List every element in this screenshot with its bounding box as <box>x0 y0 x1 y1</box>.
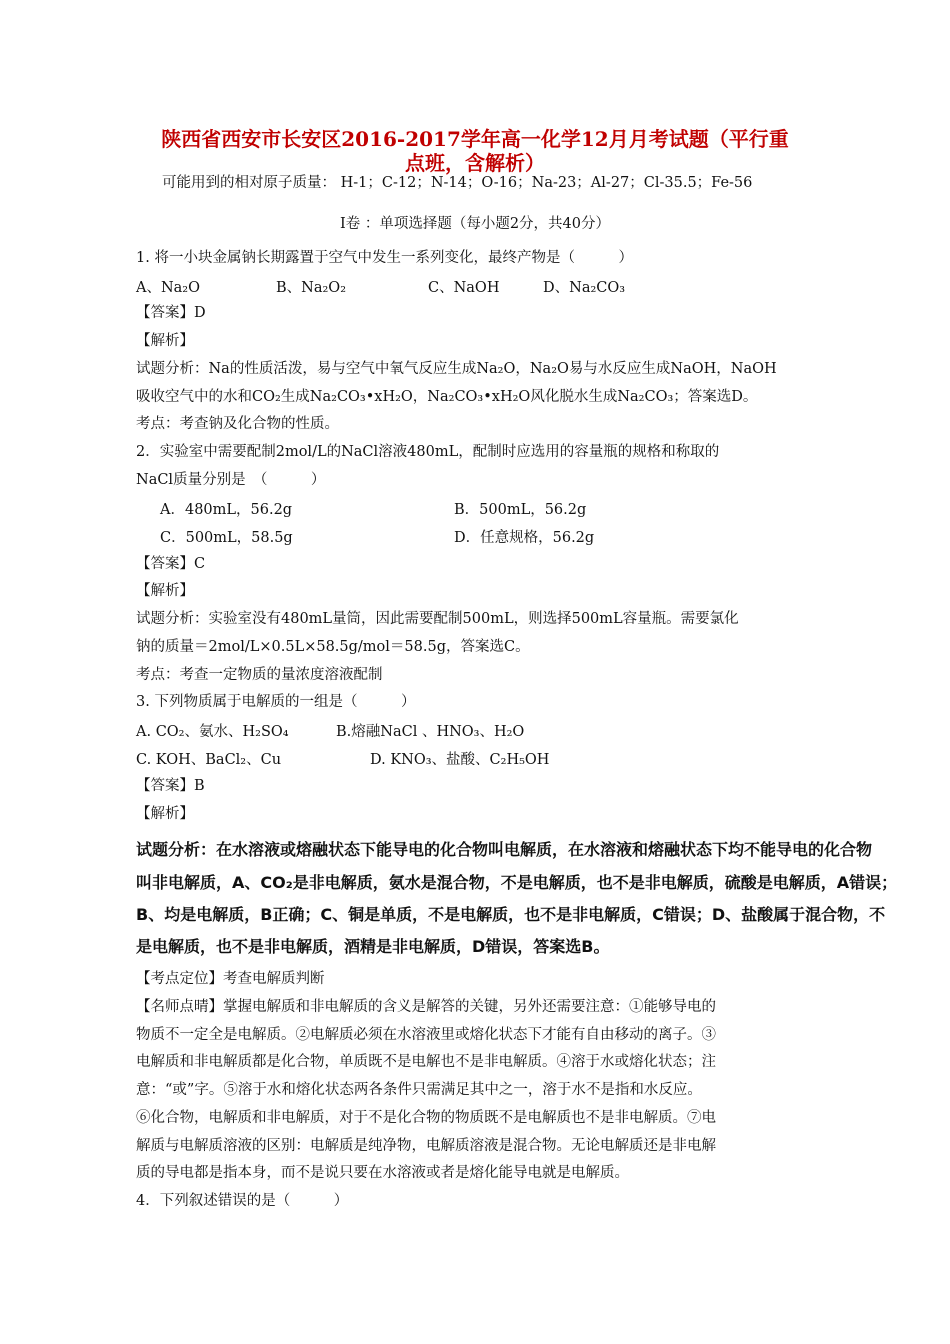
section-header: Ⅰ卷 ：单项选择题（每小题2分，共40分） <box>339 216 610 232</box>
q2-stem-line: NaCl质量分别是 （ ） <box>136 472 326 488</box>
q3-analysis-line: 叫非电解质，A、CO₂是非电解质，氨水是混合物，不是电解质，也不是非电解质，硫酸是电解质，A错误； <box>136 873 898 892</box>
q3-analysis-line: B、均是电解质，B正确；C、铜是单质，不是电解质，也不是非电解质，C错误；D、盐酸属于混合物，不 <box>136 905 886 924</box>
q1-option-d: D、Na₂CO₃ <box>543 280 626 296</box>
q1-point: 考点：考查钠及化合物的性质。 <box>136 416 339 432</box>
q1-analysis-line: 吸收空气中的水和CO₂生成Na₂CO₃•xH₂O，Na₂CO₃•xH₂O风化脱水生成Na₂CO₃；答案选D。 <box>136 389 758 405</box>
q3-tip-line: 意：“或”字。⑤溶于水和熔化状态两各条件只需满足其中之一，溶于水不是指和水反应。 <box>136 1082 702 1098</box>
q3-answer: 【答案】B <box>136 778 205 794</box>
q2-point: 考点：考查一定物质的量浓度溶液配制 <box>136 667 383 683</box>
q1-analysis-line: 试题分析：Na的性质活泼，易与空气中氧气反应生成Na₂O，Na₂O易与水反应生成NaOH，NaOH <box>136 361 777 377</box>
q1-analysis-label: 【解析】 <box>136 333 194 349</box>
q2-analysis-label: 【解析】 <box>136 583 194 599</box>
q1-stem: 1. 将一小块金属钠长期露置于空气中发生一系列变化，最终产物是（ ） <box>136 250 633 266</box>
document-title-line1: 陕西省西安市长安区2016-2017学年高一化学12月月考试题（平行重 <box>161 127 789 151</box>
q3-tip-line: 解质与电解质溶液的区别：电解质是纯净物，电解质溶液是混合物。无论电解质还是非电解 <box>136 1138 716 1154</box>
q2-option-a: A．480mL，56.2g <box>160 502 293 518</box>
q1-option-c: C、NaOH <box>428 280 500 296</box>
q2-answer: 【答案】C <box>136 556 206 572</box>
q4-stem: 4．下列叙述错误的是（ ） <box>136 1193 349 1209</box>
q3-analysis-line: 试题分析：在水溶液或熔融状态下能导电的化合物叫电解质，在水溶液和熔融状态下均不能导电的化合物 <box>136 840 873 859</box>
q2-option-c: C．500mL，58.5g <box>160 530 293 546</box>
q3-tip-line: ⑥化合物，电解质和非电解质，对于不是化合物的物质既不是电解质也不是非电解质。⑦电 <box>136 1110 716 1126</box>
q3-tip-line: 质的导电都是指本身，而不是说只要在水溶液或者是熔化能导电就是电解质。 <box>136 1165 629 1181</box>
q3-analysis-label: 【解析】 <box>136 806 194 822</box>
document-title-line2: 点班，含解析） <box>405 151 545 175</box>
q2-option-b: B．500mL，56.2g <box>454 502 587 518</box>
atomic-masses: 可能用到的相对原子质量： H-1；C-12；N-14；O-16；Na-23；Al-27；Cl-35.5；Fe-56 <box>162 175 753 191</box>
q1-answer: 【答案】D <box>136 305 206 321</box>
q3-tip-line: 电解质和非电解质都是化合物，单质既不是电解也不是非电解质。④溶于水或熔化状态；注 <box>136 1054 716 1070</box>
q3-option-b: B.熔融NaCl 、HNO₃、H₂O <box>336 724 525 740</box>
q2-stem-line: 2．实验室中需要配制2mol/L的NaCl溶液480mL，配制时应选用的容量瓶的规格和称取的 <box>136 444 720 460</box>
q3-option-a: A. CO₂、氨水、H₂SO₄ <box>136 724 289 740</box>
q3-option-d: D. KNO₃、盐酸、C₂H₅OH <box>370 752 550 768</box>
q3-tip-line: 物质不一定全是电解质。②电解质必须在水溶液里或熔化状态下才能有自由移动的离子。③ <box>136 1027 716 1043</box>
q2-analysis-line: 钠的质量＝2mol/L×0.5L×58.5g/mol＝58.5g，答案选C。 <box>136 639 530 655</box>
q1-option-a: A、Na₂O <box>136 280 201 296</box>
q2-analysis-line: 试题分析：实验室没有480mL量筒，因此需要配制500mL，则选择500mL容量瓶。需要氯化 <box>136 611 739 627</box>
q3-stem: 3. 下列物质属于电解质的一组是（ ） <box>136 694 416 710</box>
q1-option-b: B、Na₂O₂ <box>276 280 347 296</box>
q2-option-d: D．任意规格，56.2g <box>454 530 595 546</box>
q3-option-c: C. KOH、BaCl₂、Cu <box>136 752 282 768</box>
q3-tip-line: 【名师点晴】掌握电解质和非电解质的含义是解答的关键，另外还需要注意：①能够导电的 <box>136 999 716 1015</box>
q3-analysis-line: 是电解质，也不是非电解质，酒精是非电解质，D错误，答案选B。 <box>136 937 610 956</box>
q3-point: 【考点定位】考查电解质判断 <box>136 971 325 987</box>
